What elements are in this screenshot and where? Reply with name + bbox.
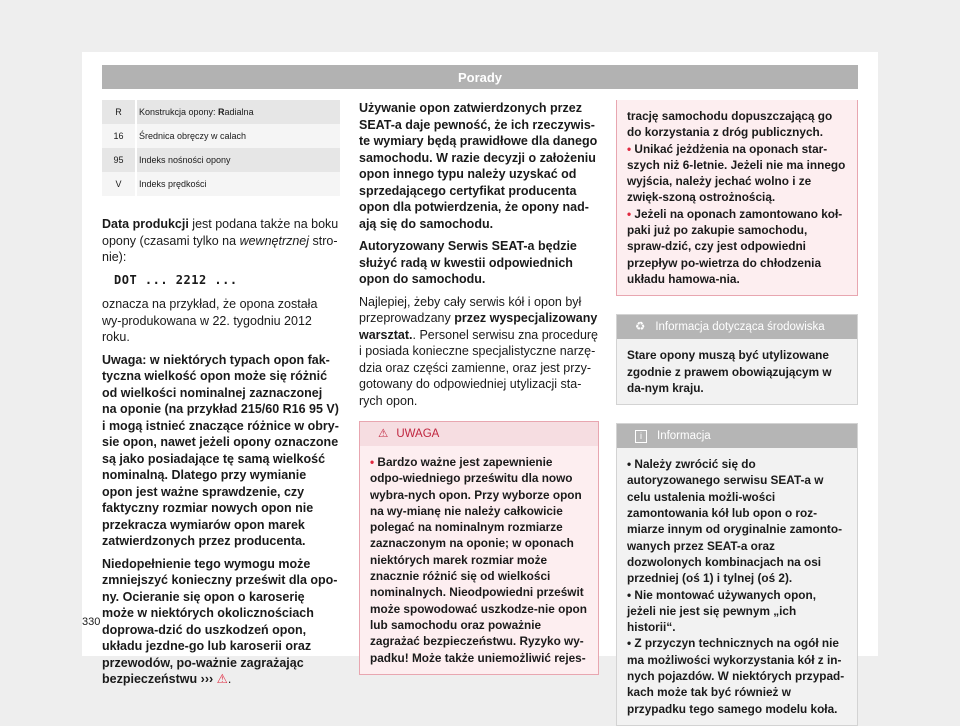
environment-body: Stare opony muszą być utylizowane zgodnie z prawem obowiązującym w da-nym kraju. [617, 339, 857, 404]
warning-continued-text: trację samochodu dopuszczającą go do korzystania z dróg publicznych. [627, 109, 833, 140]
code-cell: 95 [113, 154, 124, 165]
bullet-icon: • [370, 455, 375, 469]
bullet-icon: • [627, 141, 632, 156]
warning-text: Bardzo ważne jest zapewnienie odpo-wiedniego prześwitu dla nowo wybra-nych opon. Przy wyborze opon na wy-mianę nie należy całkowicie polegać na nominalnym rozmiarze zaznaczonym na oponie; w oponach niektórych marek rozmiar może znacznie różnić się od wielkości nominalnych. Nieodpowiedni prześwit może spowodować uszkodze-nie opon lub samochodu oraz poważnie zagrażać bezpieczeństwu. Ryzyko wy-padku! Może także uniemożliwić rejes- [370, 455, 587, 665]
warning-header [360, 422, 598, 446]
warning-box [359, 421, 599, 675]
info-box [616, 423, 858, 726]
column-3 [616, 100, 858, 726]
info-item: • Z przyczyn technicznych na ogół nie ma możliwości wykorzystania kół z in-nych pojazdów. W niektórych przypad-kach może tak być również w przypadku tego samego modelu koła. [627, 636, 845, 716]
desc-cell: Średnica obręczy w calach [136, 124, 340, 148]
page-number: 330 [82, 616, 101, 628]
info-body [617, 448, 857, 725]
info-label: Informacja [657, 429, 711, 442]
environment-info-box [616, 314, 858, 405]
desc-cell: Indeks prędkości [136, 172, 340, 196]
warning-box-continued [616, 100, 858, 296]
info-header [617, 424, 857, 448]
code-cell: V [115, 178, 122, 189]
dot-code: DOT ... 2212 ... [114, 272, 238, 287]
clearance-note: Niedopełnienie tego wymogu może zmniejszyć konieczny prześwit dla opo-ny. Ocieranie się opon o karoserię może w niektórych okolicznościach doprowa-dzić do uszkodzeń opon, układu jezdne-go lub karoserii oraz przewodów, po-ważnie zagrażając bezpieczeństwu ››› ⚠. [102, 556, 338, 686]
desc-cell: Indeks nośności opony [136, 148, 340, 172]
workshop-paragraph: Najlepiej, żeby cały serwis kół i opon był przeprowadzany przez wyspecjalizowany warsztat.. Personel serwisu zna procedurę i posiada konieczne specjalistyczne narzę-dzia oraz części zamienne, oraz jest przy-gotowany do odpowiedniej utylizacji sta-rych opon. [359, 294, 599, 408]
warning-body [617, 100, 857, 295]
table-row [102, 124, 340, 148]
column-1 [102, 100, 340, 694]
table-row [102, 148, 340, 172]
xref-arrows: ››› [200, 672, 214, 686]
code-cell: R [115, 106, 122, 117]
code-cell: 16 [113, 130, 124, 141]
warning-triangle-icon: ⚠ [216, 672, 228, 686]
table-row [102, 100, 340, 124]
column-2 [359, 100, 599, 675]
warning-body [360, 446, 598, 674]
dot-explanation: oznacza na przykład, że opona została wy-produkowana w 22. tygodniu 2012 roku. [102, 297, 318, 344]
section-title: Porady [457, 69, 503, 85]
table-row [102, 172, 340, 196]
info-item: • Należy zwrócić się do autoryzowanego serwisu SEAT-a w celu ustalenia możli-wości zamontowania kół lub opon o roz-miarze innym od oryginalnie zamonto-wanych przez SEAT-a oraz dozwolonych kombinacjach na osi przedniej (oś 1) i tylnej (oś 2). [627, 457, 842, 586]
bullet-icon: • [627, 206, 632, 221]
environment-label: Informacja dotycząca środowiska [655, 321, 825, 334]
size-note: Uwaga: w niektórych typach opon fak-tyczna wielkość opon może się różnić od wielkości nominalnej zaznaczonej na oponie (na przykład 215/60 R16 95 V) i mogą istnieć znaczące różnice w obry-sie opon, nawet jeżeli opony oznaczone są jako posiadające tę samą wielkość nominalną. Dlatego przy wymianie opon jest ważne sprawdzenie, czy faktyczny rozmiar nowych opon nie przekracza wymiarów opon marek zatwierdzonych przez producenta. [102, 352, 339, 548]
info-icon: i [635, 430, 647, 443]
warning-label: UWAGA [396, 427, 440, 440]
environment-header [617, 315, 857, 339]
warning-item: • Unikać jeżdżenia na oponach star-szych niż 6-letnie. Jeżeli nie ma innego wyjścia, należy jechać wolno i ze zwięk-szoną ostrożnością. [627, 141, 846, 205]
recycle-icon: ♻ [635, 321, 646, 334]
desc-cell: Konstrukcja opony: Radialna [136, 100, 340, 124]
production-date-paragraph: Data produkcji jest podana także na boku opony (czasami tylko na wewnętrznej stro-nie): [102, 217, 339, 264]
info-item: • Nie montować używanych opon, jeżeli nie jest się pewnym „ich historii“. [627, 587, 816, 635]
section-header [102, 65, 858, 89]
manual-page [82, 52, 878, 716]
service-advice-paragraph: Autoryzowany Serwis SEAT-a będzie służyć radą w kwestii odpowiednich opon do samochodu. [359, 239, 577, 286]
warning-item: • Jeżeli na oponach zamontowano koł-paki już po zakupie samochodu, spraw-dzić, czy jest odpowiedni przepływ po-wietrza do chłodzenia układu hamowa-nia. [627, 206, 843, 286]
approved-tires-paragraph: Używanie opon zatwierdzonych przez SEAT-a daje pewność, że ich rzeczywis-te wymiary będą prawidłowe dla danego samochodu. W razie decyzji o założeniu opon innego typu należy uzyskać od sprzedającego certyfikat producenta opon dla potwierdzenia, że opony nad-ają się do samochodu. [359, 101, 598, 231]
warning-triangle-icon: ⚠ [378, 427, 389, 440]
tire-code-table [102, 100, 340, 196]
